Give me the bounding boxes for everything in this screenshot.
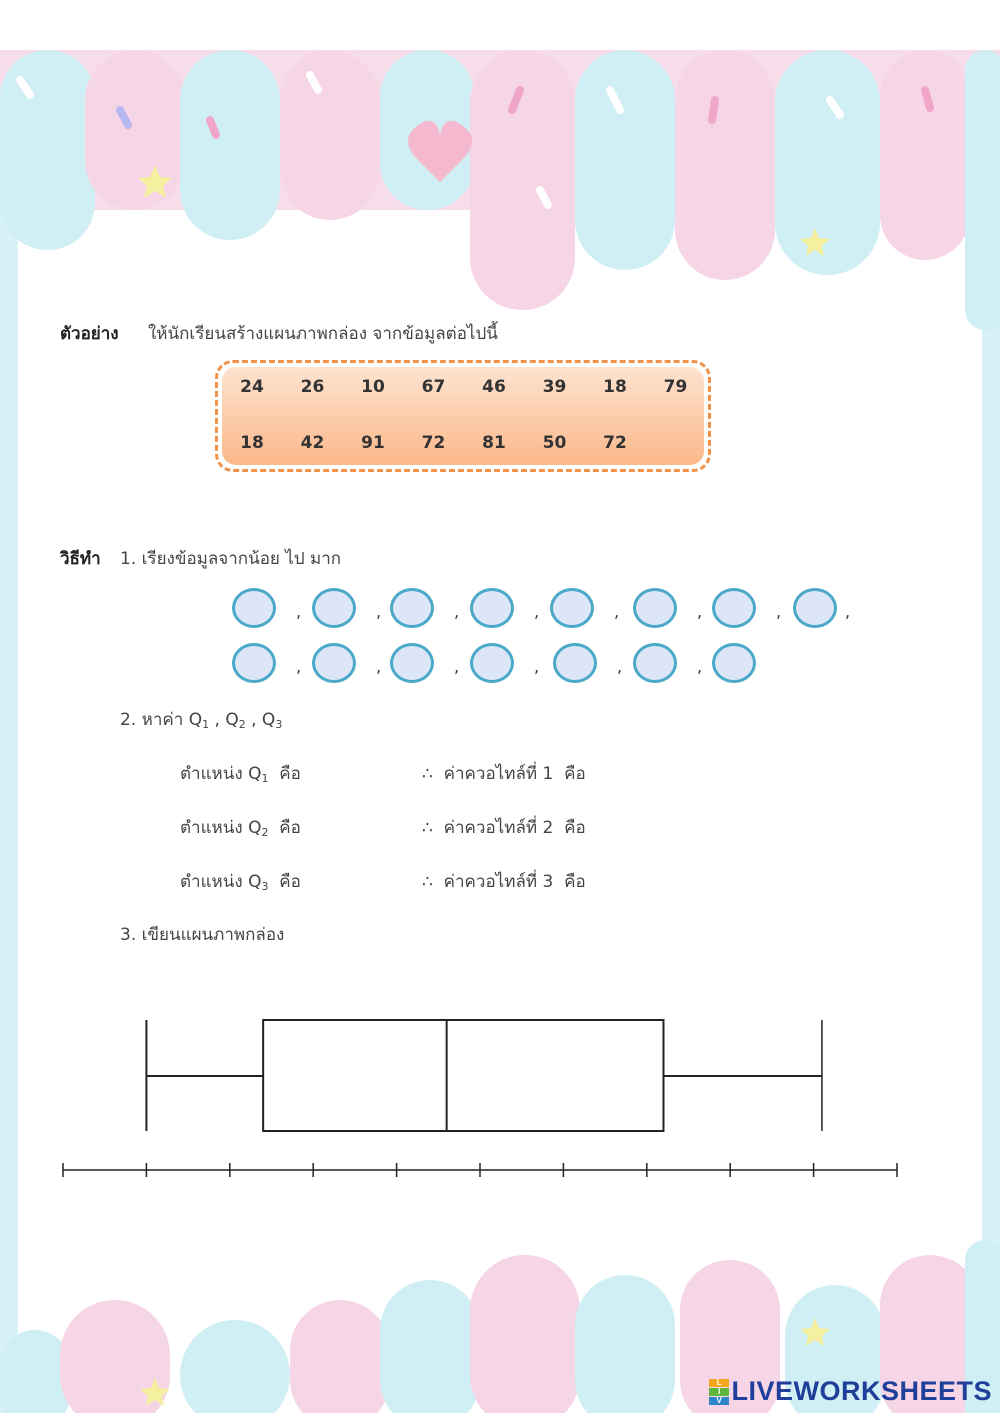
box-plot xyxy=(0,1000,1000,1200)
sorted-value-slot[interactable] xyxy=(712,643,756,683)
comma-separator: , xyxy=(296,657,302,676)
q1-position-input[interactable] xyxy=(320,756,414,784)
data-row-2-value: 72 xyxy=(421,433,446,453)
liveworksheets-logo: L I V LIVEWORKSHEETS xyxy=(709,1376,992,1407)
sorted-value-slot[interactable] xyxy=(312,643,356,683)
comma-separator: , xyxy=(697,657,703,676)
sorted-value-slot[interactable] xyxy=(312,588,356,628)
comma-separator: , xyxy=(296,602,302,621)
q2-position-input[interactable] xyxy=(320,810,414,838)
sorted-value-slot[interactable] xyxy=(390,643,434,683)
data-row-1-value: 39 xyxy=(542,377,567,397)
comma-separator: , xyxy=(776,602,782,621)
q2-value-input[interactable] xyxy=(605,810,709,838)
data-row-1-value: 67 xyxy=(421,377,446,397)
data-row-2-value: 18 xyxy=(240,433,264,453)
sorted-value-slot[interactable] xyxy=(553,643,597,683)
comma-separator: , xyxy=(697,602,703,621)
step1-text: 1. เรียงข้อมูลจากน้อย ไป มาก xyxy=(120,549,342,569)
data-row-2-value: 72 xyxy=(603,433,627,453)
data-row-1-value: 79 xyxy=(663,377,688,397)
comma-separator: , xyxy=(454,602,460,621)
q1-value-input[interactable] xyxy=(605,756,709,784)
example-label: ตัวอย่าง xyxy=(60,324,119,344)
sorted-value-slot[interactable] xyxy=(793,588,837,628)
comma-separator: , xyxy=(376,657,382,676)
sorted-value-slot[interactable] xyxy=(470,588,514,628)
comma-separator: , xyxy=(534,602,540,621)
comma-separator: , xyxy=(534,657,540,676)
sorted-value-slot[interactable] xyxy=(550,588,594,628)
comma-separator: , xyxy=(376,602,382,621)
q1-value-row: ∴ ค่าควอไทล์ที่ 1 คือ xyxy=(422,764,586,784)
data-row-1-value: 10 xyxy=(361,377,385,397)
live-badge-icon: L I V xyxy=(709,1379,729,1405)
data-row-2-value: 91 xyxy=(361,433,385,453)
q3-position-input[interactable] xyxy=(320,864,414,892)
data-row-2-value: 81 xyxy=(482,433,506,453)
data-row-2-value: 50 xyxy=(542,433,567,453)
step3-text: 3. เขียนแผนภาพกล่อง xyxy=(120,925,285,945)
box xyxy=(263,1020,663,1131)
q2-position-row: ตำแหน่ง $Q_2$ คือ xyxy=(180,818,301,839)
sorted-value-slot[interactable] xyxy=(633,588,677,628)
comma-separator: , xyxy=(614,602,620,621)
method-label: วิธีทำ xyxy=(60,549,101,569)
sorted-value-slot[interactable] xyxy=(390,588,434,628)
data-row-1-value: 18 xyxy=(603,377,627,397)
data-row-1-value: 46 xyxy=(482,377,506,397)
data-row-1-value: 24 xyxy=(240,377,264,397)
q3-value-row: ∴ ค่าควอไทล์ที่ 3 คือ xyxy=(422,872,586,892)
q3-value-input[interactable] xyxy=(605,864,709,892)
sorted-value-slot[interactable] xyxy=(633,643,677,683)
sorted-value-slot[interactable] xyxy=(470,643,514,683)
comma-separator: , xyxy=(454,657,460,676)
q2-value-row: ∴ ค่าควอไทล์ที่ 2 คือ xyxy=(422,818,586,838)
data-row-2-value: 42 xyxy=(300,433,325,453)
sorted-value-slot[interactable] xyxy=(232,588,276,628)
data-row-1-value: 26 xyxy=(300,377,325,397)
sorted-value-slot[interactable] xyxy=(232,643,276,683)
example-instruction: ให้นักเรียนสร้างแผนภาพกล่อง จากข้อมูลต่อไปนี้ xyxy=(148,324,498,344)
q1-position-row: ตำแหน่ง $Q_1$ คือ xyxy=(180,764,301,785)
q3-position-row: ตำแหน่ง $Q_3$ คือ xyxy=(180,872,301,893)
sorted-value-slot[interactable] xyxy=(712,588,756,628)
comma-separator: , xyxy=(845,602,851,621)
step2-text: 2. หาค่า $Q_1$ , $Q_2$ , $Q_3$ xyxy=(120,710,283,731)
comma-separator: , xyxy=(617,657,623,676)
